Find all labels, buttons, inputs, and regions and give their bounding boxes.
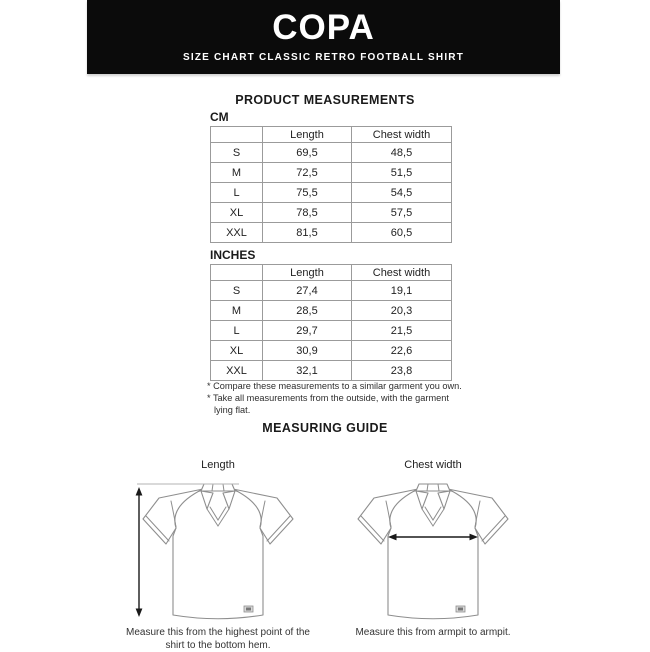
table-row <box>211 203 452 223</box>
footnotes <box>207 380 465 416</box>
column-header: Length <box>263 127 352 143</box>
size-cell: L <box>211 321 263 341</box>
footnote: * Compare these measurements to a similar garment you own. <box>207 381 462 391</box>
value-cell: 75,5 <box>263 183 352 203</box>
value-cell: 29,7 <box>263 321 352 341</box>
value-cell: 28,5 <box>263 301 352 321</box>
value-cell: 51,5 <box>352 163 452 183</box>
shirt-illustration <box>318 458 548 626</box>
value-cell: 23,8 <box>352 361 452 381</box>
value-cell: 21,5 <box>352 321 452 341</box>
length-diagram <box>103 458 333 650</box>
size-cell: XL <box>211 203 263 223</box>
size-cell: M <box>211 163 263 183</box>
cm-label: CM <box>210 110 229 124</box>
shirt-illustration <box>103 458 333 626</box>
value-cell: 78,5 <box>263 203 352 223</box>
footnote: * Take all measurements from the outside, with the garment lying flat. <box>207 393 449 415</box>
table-row <box>211 281 452 301</box>
value-cell: 81,5 <box>263 223 352 243</box>
chest-width-diagram <box>318 458 548 650</box>
table-header-row <box>211 265 452 281</box>
size-cell: S <box>211 143 263 163</box>
column-header: Chest width <box>352 127 452 143</box>
inches-label: INCHES <box>210 248 256 262</box>
inches-size-table <box>210 264 452 381</box>
size-cell: M <box>211 301 263 321</box>
value-cell: 32,1 <box>263 361 352 381</box>
size-cell: L <box>211 183 263 203</box>
value-cell: 22,6 <box>352 341 452 361</box>
value-cell: 54,5 <box>352 183 452 203</box>
value-cell: 27,4 <box>263 281 352 301</box>
length-arrow-icon <box>136 487 143 617</box>
value-cell: 57,5 <box>352 203 452 223</box>
size-cell: XXL <box>211 223 263 243</box>
size-cell: XL <box>211 341 263 361</box>
column-header: Length <box>263 265 352 281</box>
cm-size-table <box>210 126 452 243</box>
table-row <box>211 301 452 321</box>
table-row <box>211 143 452 163</box>
table-row <box>211 183 452 203</box>
table-row <box>211 321 452 341</box>
value-cell: 20,3 <box>352 301 452 321</box>
size-cell: XXL <box>211 361 263 381</box>
table-row <box>211 361 452 381</box>
value-cell: 72,5 <box>263 163 352 183</box>
length-caption: Measure this from the highest point of the shirt to the bottom hem. <box>126 627 310 651</box>
value-cell: 19,1 <box>352 281 452 301</box>
table-row <box>211 223 452 243</box>
brand-logo: COPA <box>272 8 375 47</box>
size-chart-subtitle: SIZE CHART CLASSIC RETRO FOOTBALL SHIRT <box>182 52 465 63</box>
measuring-guide-title: MEASURING GUIDE <box>262 421 388 435</box>
care-label-tag <box>244 606 253 612</box>
table-row <box>211 163 452 183</box>
column-header <box>211 265 263 281</box>
chest-width-label: Chest width <box>404 459 462 471</box>
length-label: Length <box>201 459 235 471</box>
value-cell: 69,5 <box>263 143 352 163</box>
shirt-outline-icon <box>358 484 508 619</box>
size-cell: S <box>211 281 263 301</box>
table-row <box>211 341 452 361</box>
chest-width-caption: Measure this from armpit to armpit. <box>355 627 511 638</box>
value-cell: 60,5 <box>352 223 452 243</box>
column-header: Chest width <box>352 265 452 281</box>
value-cell: 48,5 <box>352 143 452 163</box>
shirt-outline-icon <box>143 484 293 619</box>
value-cell: 30,9 <box>263 341 352 361</box>
care-label-tag <box>456 606 465 612</box>
brand-banner <box>87 0 560 74</box>
table-header-row <box>211 127 452 143</box>
product-measurements-title: PRODUCT MEASUREMENTS <box>235 93 415 107</box>
column-header <box>211 127 263 143</box>
